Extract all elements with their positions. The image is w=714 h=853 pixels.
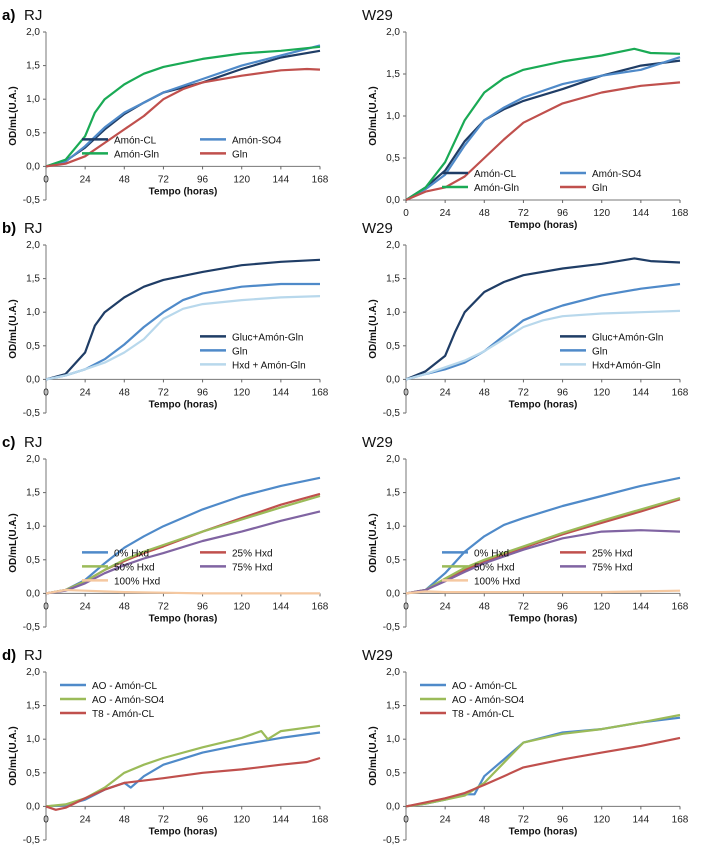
x-tick-label: 24 (79, 387, 91, 399)
y-tick-label: 2,0 (386, 454, 400, 465)
x-tick-label: 96 (197, 174, 209, 186)
x-tick-label: 144 (632, 814, 650, 826)
y-tick-label: 0,0 (386, 374, 400, 386)
x-tick-label: 24 (439, 208, 451, 219)
x-tick-label: 120 (593, 208, 611, 219)
y-tick-label: 0,0 (386, 801, 400, 813)
y-tick-label: 1,0 (26, 521, 40, 533)
chart-title: RJ (24, 220, 43, 237)
x-tick-label: 24 (79, 814, 91, 826)
y-tick-label: -0,5 (22, 622, 40, 633)
x-tick-label: 144 (632, 208, 650, 219)
x-tick-label: 96 (557, 601, 569, 613)
y-tick-label: 2,0 (386, 667, 400, 678)
x-tick-label: 48 (478, 387, 490, 399)
x-tick-label: 72 (157, 174, 169, 186)
legend-label: Gln (592, 183, 608, 194)
x-tick-label: 72 (517, 601, 529, 613)
y-tick-label: -0,5 (382, 622, 400, 633)
series-line-3 (46, 69, 320, 166)
x-tick-label: 96 (557, 814, 569, 826)
y-tick-label: 0,0 (26, 374, 40, 386)
x-tick-label: 0 (403, 814, 409, 826)
x-tick-label: 168 (311, 814, 329, 826)
y-axis-label: OD/mL(U.A.) (8, 299, 19, 359)
x-tick-label: 168 (311, 387, 329, 399)
y-tick-label: 1,0 (386, 521, 400, 533)
x-tick-label: 144 (272, 601, 290, 613)
series-line-2 (406, 738, 680, 807)
y-tick-label: 0,5 (386, 153, 400, 164)
x-tick-label: 120 (233, 174, 251, 186)
legend-label: Amón-SO4 (592, 169, 642, 180)
x-tick-label: 72 (157, 814, 169, 826)
legend-label: Gluc+Amón-Gln (592, 332, 664, 344)
x-tick-label: 96 (557, 387, 569, 399)
x-tick-label: 48 (118, 174, 130, 186)
x-tick-label: 0 (403, 387, 409, 399)
y-tick-label: 2,0 (386, 240, 400, 251)
chart-title: W29 (362, 7, 393, 24)
y-tick-label: 0,0 (386, 588, 400, 600)
y-tick-label: 0,5 (386, 554, 400, 566)
y-tick-label: 1,0 (26, 734, 40, 746)
x-axis-label: Tempo (horas) (148, 826, 218, 838)
x-tick-label: 24 (79, 174, 91, 186)
legend-label: Gluc+Amón-Gln (232, 332, 304, 344)
y-axis-label: OD/mL(U.A.) (368, 726, 379, 786)
y-tick-label: 0,5 (26, 127, 40, 139)
chart-panel-1 (362, 7, 689, 231)
chart-panel-2 (2, 220, 329, 419)
y-tick-label: 1,5 (386, 487, 400, 499)
y-axis-label: OD/mL(U.A.) (368, 513, 379, 573)
series-line-3 (406, 82, 680, 200)
x-tick-label: 120 (233, 601, 251, 613)
x-tick-label: 72 (157, 387, 169, 399)
legend-label: 75% Hxd (232, 562, 273, 574)
x-tick-label: 168 (671, 601, 689, 613)
legend-label: 100% Hxd (474, 576, 521, 588)
legend-label: Hxd+Amón-Gln (592, 360, 661, 372)
panel-letter: c) (2, 434, 16, 451)
series-line-4 (46, 590, 320, 593)
y-tick-label: 1,5 (386, 273, 400, 285)
legend-label: 25% Hxd (232, 548, 273, 560)
y-tick-label: 2,0 (26, 240, 40, 251)
series-line-0 (46, 733, 320, 807)
chart-title: RJ (24, 434, 43, 451)
chart-panel-4 (2, 434, 329, 633)
series-line-1 (406, 715, 680, 806)
x-tick-label: 120 (593, 387, 611, 399)
x-tick-label: 144 (272, 814, 290, 826)
x-tick-label: 48 (478, 601, 490, 613)
x-tick-label: 96 (197, 387, 209, 399)
chart-panel-7 (362, 647, 689, 846)
x-tick-label: 144 (632, 601, 650, 613)
legend-label: AO - Amón-CL (452, 681, 518, 692)
x-axis-label: Tempo (horas) (508, 826, 578, 838)
legend-label: Amón-SO4 (232, 135, 282, 147)
x-tick-label: 24 (439, 601, 451, 613)
x-tick-label: 24 (439, 814, 451, 826)
legend-label: AO - Amón-SO4 (452, 695, 525, 706)
chart-title: W29 (362, 220, 393, 237)
y-tick-label: 1,5 (26, 273, 40, 285)
y-tick-label: 1,5 (26, 487, 40, 499)
legend-label: 0% Hxd (474, 548, 510, 560)
y-tick-label: 0,5 (386, 767, 400, 779)
legend-label: 100% Hxd (114, 576, 161, 588)
x-tick-label: 0 (403, 208, 409, 219)
y-tick-label: 2,0 (26, 667, 40, 678)
x-tick-label: 0 (43, 601, 49, 613)
legend-label: AO - Amón-CL (92, 681, 158, 692)
legend-label: 25% Hxd (592, 548, 633, 560)
y-tick-label: 2,0 (386, 27, 400, 38)
x-tick-label: 0 (43, 814, 49, 826)
x-tick-label: 24 (79, 601, 91, 613)
series-line-0 (406, 718, 680, 807)
legend-label: Hxd + Amón-Gln (232, 360, 306, 372)
legend-label: AO - Amón-SO4 (92, 695, 165, 706)
y-axis-label: OD/mL(U.A.) (8, 86, 19, 146)
chart-title: RJ (24, 647, 43, 664)
x-tick-label: 72 (517, 814, 529, 826)
x-tick-label: 168 (311, 601, 329, 613)
series-line-0 (46, 51, 320, 167)
x-tick-label: 48 (478, 208, 490, 219)
y-tick-label: -0,5 (22, 835, 40, 846)
y-tick-label: 1,5 (386, 69, 400, 80)
y-tick-label: -0,5 (22, 195, 40, 206)
x-tick-label: 48 (478, 814, 490, 826)
legend-label: 75% Hxd (592, 562, 633, 574)
chart-panel-3 (362, 220, 689, 419)
y-tick-label: 2,0 (26, 27, 40, 38)
x-tick-label: 120 (593, 814, 611, 826)
y-axis-label: OD/mL(U.A.) (368, 299, 379, 359)
legend-label: 50% Hxd (474, 562, 515, 574)
x-tick-label: 72 (517, 387, 529, 399)
y-tick-label: 1,5 (26, 60, 40, 72)
series-line-2 (46, 758, 320, 810)
x-axis-label: Tempo (horas) (148, 399, 218, 411)
x-axis-label: Tempo (horas) (508, 399, 578, 411)
panel-letter: a) (2, 7, 16, 24)
y-tick-label: 0,5 (26, 767, 40, 779)
x-tick-label: 48 (118, 814, 130, 826)
x-axis-label: Tempo (horas) (508, 220, 578, 231)
x-tick-label: 96 (557, 208, 569, 219)
x-tick-label: 120 (233, 814, 251, 826)
legend-label: Amón-Gln (474, 183, 520, 194)
legend-label: Amón-Gln (114, 149, 160, 161)
x-tick-label: 24 (439, 387, 451, 399)
legend-label: 0% Hxd (114, 548, 150, 560)
x-tick-label: 96 (197, 601, 209, 613)
y-tick-label: 2,0 (26, 454, 40, 465)
y-tick-label: -0,5 (22, 408, 40, 419)
y-tick-label: 0,5 (386, 340, 400, 352)
x-axis-label: Tempo (horas) (508, 613, 578, 625)
y-tick-label: 0,5 (26, 554, 40, 566)
x-tick-label: 144 (272, 387, 290, 399)
legend-label: 50% Hxd (114, 562, 155, 574)
x-tick-label: 120 (593, 601, 611, 613)
y-tick-label: -0,5 (382, 408, 400, 419)
y-tick-label: 0,0 (26, 801, 40, 813)
x-tick-label: 0 (43, 174, 49, 186)
y-tick-label: 1,5 (26, 700, 40, 712)
panel-letter: d) (2, 647, 17, 664)
x-tick-label: 168 (671, 208, 689, 219)
y-tick-label: 0,5 (26, 340, 40, 352)
y-tick-label: 1,0 (26, 94, 40, 106)
x-tick-label: 48 (118, 387, 130, 399)
x-tick-label: 120 (233, 387, 251, 399)
x-axis-label: Tempo (horas) (148, 613, 218, 625)
legend-label: Gln (592, 346, 608, 358)
y-tick-label: -0,5 (382, 835, 400, 846)
chart-panel-5 (362, 434, 689, 633)
y-axis-label: OD/mL(U.A.) (8, 726, 19, 786)
y-tick-label: 0,0 (26, 588, 40, 600)
legend-label: Amón-CL (114, 135, 157, 147)
x-tick-label: 72 (517, 208, 529, 219)
x-tick-label: 0 (43, 387, 49, 399)
x-tick-label: 168 (311, 174, 329, 186)
x-tick-label: 144 (632, 387, 650, 399)
x-tick-label: 96 (197, 814, 209, 826)
x-tick-label: 72 (157, 601, 169, 613)
legend-label: Gln (232, 346, 248, 358)
series-line-0 (46, 478, 320, 594)
x-tick-label: 168 (671, 814, 689, 826)
legend-label: T8 - Amón-CL (452, 709, 515, 720)
legend-label: Amón-CL (474, 169, 517, 180)
x-tick-label: 0 (403, 601, 409, 613)
series-line-0 (406, 478, 680, 594)
chart-title: RJ (24, 7, 43, 24)
x-tick-label: 144 (272, 174, 290, 186)
y-tick-label: 1,0 (26, 307, 40, 319)
y-axis-label: OD/mL(U.A.) (368, 86, 379, 146)
y-axis-label: OD/mL(U.A.) (8, 513, 19, 573)
legend-label: T8 - Amón-CL (92, 709, 155, 720)
y-tick-label: 1,0 (386, 307, 400, 319)
chart-title: W29 (362, 434, 393, 451)
panel-letter: b) (2, 220, 17, 237)
y-tick-label: 0,0 (26, 161, 40, 173)
y-tick-label: 0,0 (386, 195, 400, 206)
series-line-2 (46, 47, 320, 167)
y-tick-label: 1,0 (386, 111, 400, 122)
chart-panel-6 (2, 647, 329, 846)
y-tick-label: 1,0 (386, 734, 400, 746)
y-tick-label: 1,5 (386, 700, 400, 712)
chart-panel-0 (2, 7, 329, 206)
x-tick-label: 48 (118, 601, 130, 613)
chart-title: W29 (362, 647, 393, 664)
x-axis-label: Tempo (horas) (148, 186, 218, 198)
x-tick-label: 168 (671, 387, 689, 399)
legend-label: Gln (232, 149, 248, 161)
